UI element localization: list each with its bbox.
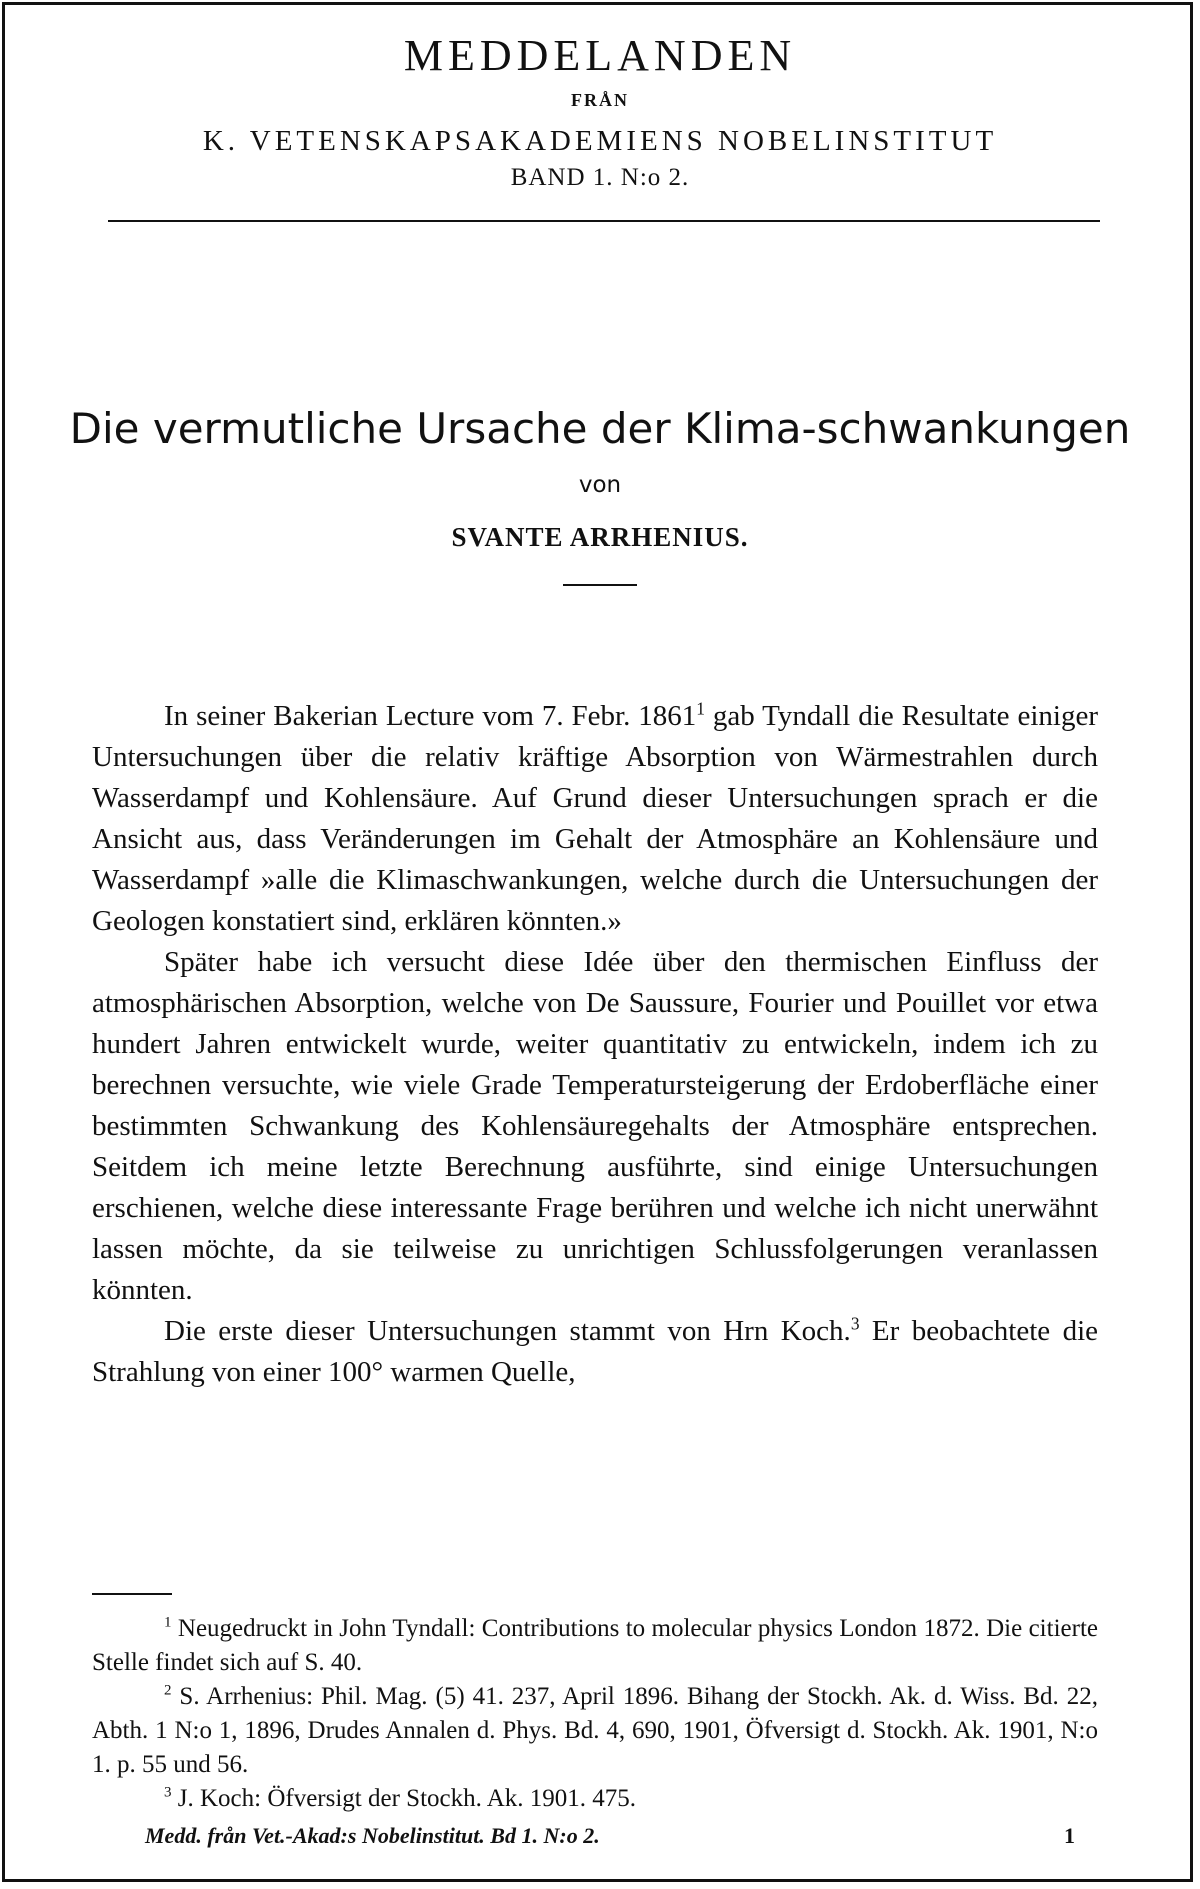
paragraph-3: [92, 1311, 1098, 1393]
footnote-text-2: S. Arrhenius: Phil. Mag. (5) 41. 237, April 1896. Bihang der Stockh. Ak. d. Wiss. Bd. 22, Abth. 1 N:o 1, 1896, Drudes Annalen d. Phys. Bd. 4, 690, 1901, Öfversigt d. Stockh. Ak. 1901, N:o 1. p. 55 und 56.: [92, 1683, 1098, 1778]
paragraph-3-rest: Er beobachtete die Strahlung von einer 100° warmen Quelle,: [92, 1315, 1099, 1388]
body-text: [92, 696, 1098, 1393]
footnote-ref-1: 1: [696, 698, 705, 719]
footnote-marker-2: 2: [164, 1682, 172, 1699]
volume-number: BAND 1. N:o 2.: [510, 164, 690, 191]
paragraph-3-start: Die erste dieser Untersuchungen stammt von Hrn Koch.: [164, 1315, 851, 1347]
byline-von: von: [578, 472, 622, 498]
series-preposition: FRÅN: [571, 90, 629, 110]
footnote-3: [92, 1782, 1098, 1816]
footnotes: [92, 1612, 1098, 1816]
footnote-marker-3: 3: [164, 1784, 172, 1801]
author-name: SVANTE ARRHENIUS.: [451, 522, 749, 552]
footnote-divider: [92, 1593, 172, 1595]
institute-name: K. VETENSKAPSAKADEMIENS NOBELINSTITUT: [202, 125, 998, 157]
running-title: Medd. från Vet.-Akad:s Nobelinstitut. Bd 1. N:o 2.: [145, 1823, 600, 1848]
masthead: [0, 30, 1200, 194]
paragraph-1-start: In seiner Bakerian Lecture vom 7. Febr. 1861: [164, 700, 697, 732]
footnote-1: [92, 1612, 1098, 1680]
footnote-2: [92, 1680, 1098, 1782]
paragraph-1-rest: gab Tyndall die Resultate einiger Untersuchungen über die relativ kräftige Absorption von Wärmestrahlen durch Wasserdampf und Kohlensäure. Auf Grund dieser Untersuchungen sprach er die Ansicht aus, dass Veränderungen im Gehalt der Atmosphäre an Kohlensäure und Wasserdampf »alle die Klimaschwankungen, welche durch die Untersuchungen der Geologen konstatiert sind, erklären könnten.»: [92, 700, 1098, 937]
page-footer: [145, 1823, 1075, 1849]
footnote-ref-3: 3: [850, 1313, 860, 1334]
paragraph-2: Später habe ich versucht diese Idée über den thermischen Einfluss der atmosphärischen Absorption, welche von De Saussure, Fourier und Pouillet vor etwa hundert Jahren entwickelt wurde, weiter quantitativ zu entwickeln, indem ich zu berechnen versuchte, wie viele Grade Temperatursteigerung der Erdoberfläche einer bestimmten Schwankung des Kohlensäuregehalts der Atmosphäre entsprechen. Seitdem ich meine letzte Berechnung ausführte, sind einige Untersuchungen erschienen, welche diese interessante Frage berühren und welche ich nicht unerwähnt lassen möchte, da sie teilweise zu unrichtigen Schlussfolgerungen veranlassen könnten.: [92, 946, 1098, 1306]
paragraph-1: [92, 696, 1098, 942]
footnote-marker-1: 1: [164, 1614, 172, 1631]
series-title: MEDDELANDEN: [403, 31, 797, 80]
article-heading: [0, 400, 1200, 586]
masthead-divider: [108, 220, 1100, 222]
title-divider: [563, 584, 637, 586]
footnote-text-1: Neugedruckt in John Tyndall: Contributions to molecular physics London 1872. Die citierte Stelle findet sich auf S. 40.: [92, 1615, 1098, 1676]
page-number: 1: [1064, 1823, 1075, 1848]
article-title: Die vermutliche Ursache der Klima-schwankungen: [69, 404, 1131, 453]
footnote-text-3: J. Koch: Öfversigt der Stockh. Ak. 1901. 475.: [171, 1785, 637, 1812]
